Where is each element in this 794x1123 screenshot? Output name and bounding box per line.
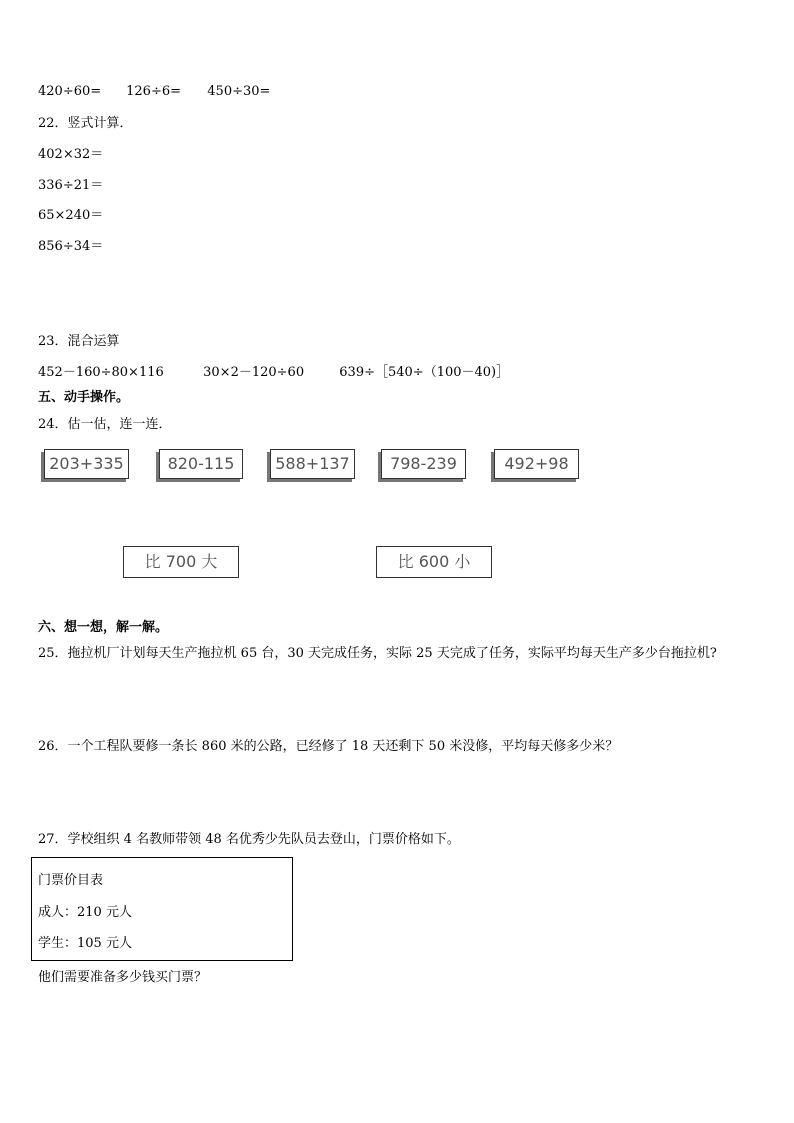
expression-box-5: 492+98 xyxy=(494,449,579,479)
expression-box-2: 820-115 xyxy=(159,449,243,479)
q25-text: 25．拖拉机厂计划每天生产拖拉机 65 台，30 天完成任务，实际 25 天完成了任务，实际平均每天生产多少台拖拉机? xyxy=(38,646,717,661)
expression-box-3: 588+137 xyxy=(270,449,355,479)
q22-item-4: 856÷34＝ xyxy=(38,239,104,254)
q21-item-2: 126÷6= xyxy=(126,84,182,99)
q22-item-3: 65×240＝ xyxy=(38,208,104,223)
q23-item-3: 639÷［540÷（100－40)］ xyxy=(339,365,510,380)
q26-text: 26．一个工程队要修一条长 860 米的公路，已经修了 18 天还剩下 50 米没修，平均每天修多少米？ xyxy=(38,739,619,754)
q23-title: 23．混合运算 xyxy=(38,334,120,349)
q21-row xyxy=(38,83,270,101)
q21-item-3: 450÷30= xyxy=(207,84,271,99)
q24-title: 24．估一估，连一连． xyxy=(38,417,172,432)
ticket-price-table xyxy=(31,857,293,961)
target-box-less-600: 比 600 小 xyxy=(376,546,492,578)
q23-item-1: 452－160÷80×116 xyxy=(38,365,164,380)
q22-item-1: 402×32＝ xyxy=(38,147,104,162)
ticket-adult-price: 成人：210 元人 xyxy=(38,905,132,920)
expression-box-1: 203+335 xyxy=(44,449,129,479)
q22-item-2: 336÷21＝ xyxy=(38,178,104,193)
q23-item-2: 30×2－120÷60 xyxy=(203,365,305,380)
q27-text: 27．学校组织 4 名教师带领 48 名优秀少先队员去登山，门票价格如下。 xyxy=(38,832,460,847)
ticket-table-title: 门票价目表 xyxy=(38,873,104,888)
q23-row xyxy=(38,364,509,382)
expression-box-4: 798-239 xyxy=(381,449,466,479)
q27-question: 他们需要准备多少钱买门票？ xyxy=(38,970,208,985)
q21-item-1: 420÷60= xyxy=(38,84,102,99)
target-box-greater-700: 比 700 大 xyxy=(123,546,239,578)
section-5-title: 五、动手操作。 xyxy=(38,390,130,405)
ticket-student-price: 学生：105 元人 xyxy=(38,936,132,951)
section-6-title: 六、想一想，解一解。 xyxy=(38,620,169,635)
q22-title: 22．竖式计算． xyxy=(38,116,133,131)
